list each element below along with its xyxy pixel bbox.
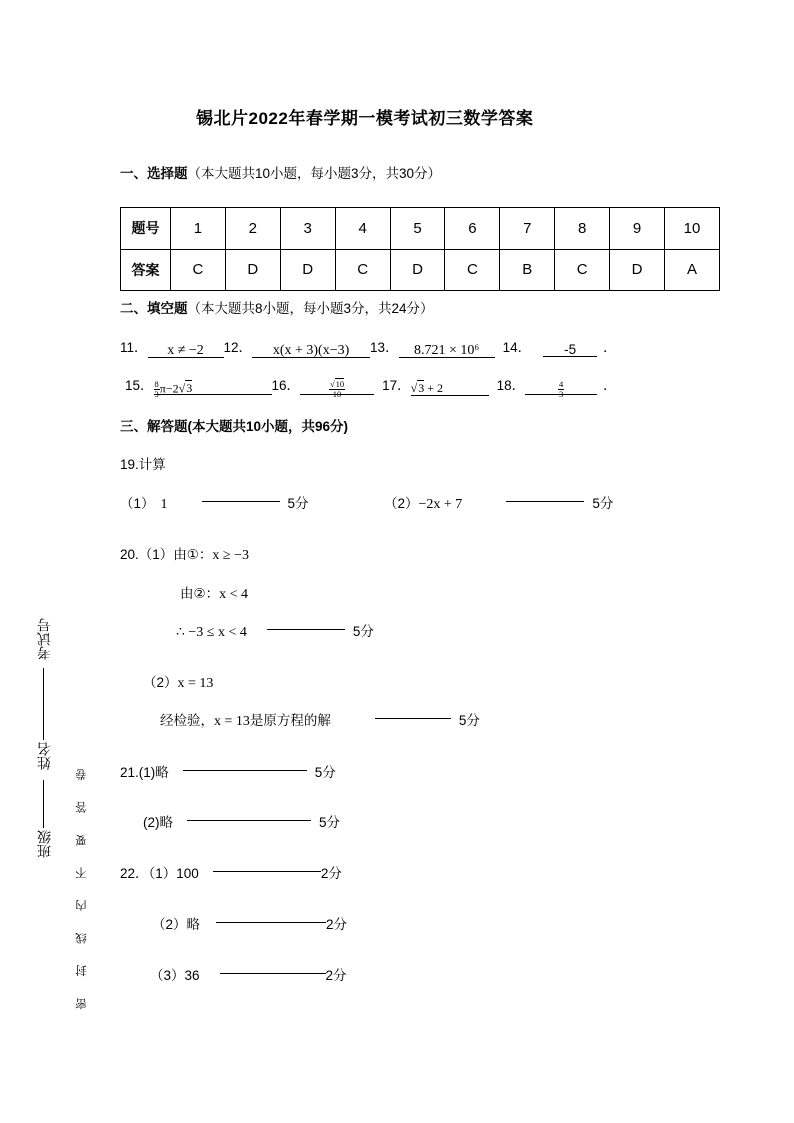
- table-cell: D: [280, 249, 335, 291]
- q20-line-5-text-b: 是原方程的解: [249, 713, 331, 728]
- q22-part2: [152, 913, 347, 933]
- table-cell: 5: [390, 208, 445, 250]
- q19-part2-label: （2）: [384, 496, 419, 511]
- q15-radicand: 3: [186, 381, 193, 395]
- sidebar-class-label: 班级: [36, 830, 52, 858]
- q20-line-1-math: x ≥ −3: [212, 548, 249, 563]
- table-cell: 1: [171, 208, 226, 250]
- q20-line-4: [143, 671, 213, 692]
- table-cell: D: [225, 249, 280, 291]
- q20-line-1-label: 20.（1）由①：: [120, 547, 213, 562]
- q12-label: 12．: [223, 340, 253, 355]
- q22-part3-score: 2分: [325, 968, 347, 983]
- fill-row-2: [125, 374, 617, 399]
- section-3-title: 三、解答题(本大题共10小题，共96分): [120, 419, 349, 434]
- sidebar-exam-number-label: 考试号: [36, 618, 52, 660]
- q14-period: ．: [603, 340, 617, 355]
- q16-answer: [300, 378, 374, 399]
- q20-line-3: [176, 620, 374, 641]
- q20-line-5: [160, 709, 480, 730]
- q20-line-1: [120, 543, 249, 564]
- q12-answer: x(x + 3)(x−3): [252, 343, 370, 358]
- q15-rest: π−2: [159, 381, 179, 395]
- table-cell: 4: [335, 208, 390, 250]
- q18-denominator: 3: [559, 388, 564, 399]
- section-1-title: 一、选择题: [120, 166, 188, 181]
- q17-radicand: 3: [418, 381, 425, 395]
- table-cell: C: [171, 249, 226, 291]
- score-rule: [506, 501, 584, 502]
- q15-denominator: 3: [154, 388, 159, 399]
- q18-numerator: 4: [559, 378, 564, 389]
- table-cell: C: [445, 249, 500, 291]
- section-1-heading: [120, 162, 441, 182]
- q19-part1-label: （1）: [120, 496, 155, 511]
- q16-radicand: 10: [335, 378, 345, 389]
- q19-part2: [384, 492, 613, 513]
- table-cell: 6: [445, 208, 500, 250]
- section-2-title: 二、填空题: [120, 301, 188, 316]
- section-3-heading: [120, 415, 348, 435]
- table-cell: 10: [665, 208, 720, 250]
- q14-answer: -5: [543, 342, 597, 357]
- q22-part3: [150, 964, 347, 984]
- sidebar-name-label: 姓名: [36, 742, 52, 770]
- q20-line-4-math: x = 13: [177, 676, 214, 691]
- section-1-note: （本大题共10小题，每小题3分，共30分）: [187, 166, 442, 181]
- q15-label: 15．: [125, 378, 154, 393]
- q21-part1-score: 5分: [314, 765, 336, 780]
- q19-part2-score: 5分: [592, 496, 614, 511]
- score-rule: [216, 922, 326, 923]
- table-cell: 8: [555, 208, 610, 250]
- fill-row-1: [120, 336, 617, 356]
- q22-part3-text: （3）36: [150, 968, 200, 983]
- sidebar-rule: [43, 780, 44, 828]
- table-header-answer: 答案: [121, 249, 171, 291]
- q16-denominator: 10: [332, 388, 342, 399]
- q20-line-2: [180, 582, 248, 603]
- q20-line-3-math: ∴ −3 ≤ x < 4: [176, 625, 247, 640]
- score-rule: [213, 871, 321, 872]
- q20-line-5-math: x = 13: [214, 714, 250, 729]
- q20-line-3-score: 5分: [352, 624, 374, 639]
- q20-line-2-label: 由②：: [180, 586, 220, 601]
- q19-part1-answer: 1: [160, 497, 168, 512]
- table-cell: A: [665, 249, 720, 291]
- table-cell: 9: [610, 208, 665, 250]
- table-row-numbers: [121, 208, 720, 250]
- q19-label: 19.计算: [120, 457, 166, 472]
- q11-label: 11．: [120, 340, 148, 355]
- q19-part1: [120, 492, 309, 513]
- q19-part2-answer: −2x + 7: [418, 497, 463, 512]
- q16-numerator: √10: [329, 378, 345, 389]
- q15-answer: $\frac{8}{3}$ π−2√3: [154, 380, 272, 395]
- score-rule: [267, 629, 345, 630]
- q22-part1-score: 2分: [320, 866, 342, 881]
- q16-label: 16．: [271, 378, 301, 393]
- table-cell: D: [610, 249, 665, 291]
- table-cell: C: [555, 249, 610, 291]
- q21-part1: [120, 761, 336, 781]
- score-rule: [183, 770, 307, 771]
- q22-part2-text: （2）略: [152, 917, 201, 932]
- q13-label: 13．: [370, 340, 399, 355]
- q17-rest: + 2: [424, 381, 443, 395]
- score-rule: [187, 820, 311, 821]
- q18-answer: [525, 378, 597, 399]
- table-cell: 7: [500, 208, 555, 250]
- table-cell: 3: [280, 208, 335, 250]
- table-header-number: 题号: [121, 208, 171, 250]
- sidebar-seal-notice: 密 封 线 内 不 要 答 卷: [76, 760, 88, 1010]
- table-cell: D: [390, 249, 445, 291]
- q22-part2-score: 2分: [326, 917, 348, 932]
- q18-label: 18．: [496, 378, 526, 393]
- section-2-heading: [120, 297, 434, 317]
- table-cell: 2: [225, 208, 280, 250]
- table-row-answers: [121, 249, 720, 291]
- table-cell: C: [335, 249, 390, 291]
- table-cell: B: [500, 249, 555, 291]
- q18-period: ．: [603, 378, 617, 393]
- q21-part1-text: 21.(1)略: [120, 765, 169, 780]
- answer-table: [120, 207, 720, 291]
- q14-label: 14．: [502, 340, 532, 355]
- q19-part1-score: 5分: [287, 496, 309, 511]
- sidebar-rule: [43, 668, 44, 740]
- score-rule: [202, 501, 280, 502]
- q17-label: 17．: [382, 378, 411, 393]
- q20-line-5-text-a: 经检验，: [160, 713, 214, 728]
- score-rule: [375, 718, 451, 719]
- q20-line-5-score: 5分: [458, 713, 480, 728]
- q11-answer: x ≠ −2: [148, 343, 224, 358]
- q22-part1: [120, 862, 342, 882]
- q16-fraction: [329, 380, 345, 399]
- q13-answer: 8.721 × 10⁶: [399, 343, 495, 358]
- q22-part1-text: 22．（1）100: [120, 866, 199, 881]
- q18-fraction: [558, 380, 564, 399]
- section-2-note: （本大题共8小题，每小题3分，共24分）: [187, 301, 434, 316]
- q15-numerator: 8: [154, 378, 159, 389]
- q20-line-4-label: （2）: [143, 675, 178, 690]
- q21-part2-score: 5分: [319, 815, 341, 830]
- q17-answer: √3 + 2: [411, 381, 489, 396]
- page-title: 锡北片2022年春学期一模考试初三数学答案: [196, 109, 534, 128]
- q20-line-2-math: x < 4: [219, 587, 249, 602]
- score-rule: [220, 973, 326, 974]
- q21-part2-text: (2)略: [143, 815, 173, 830]
- q21-part2: [143, 811, 340, 831]
